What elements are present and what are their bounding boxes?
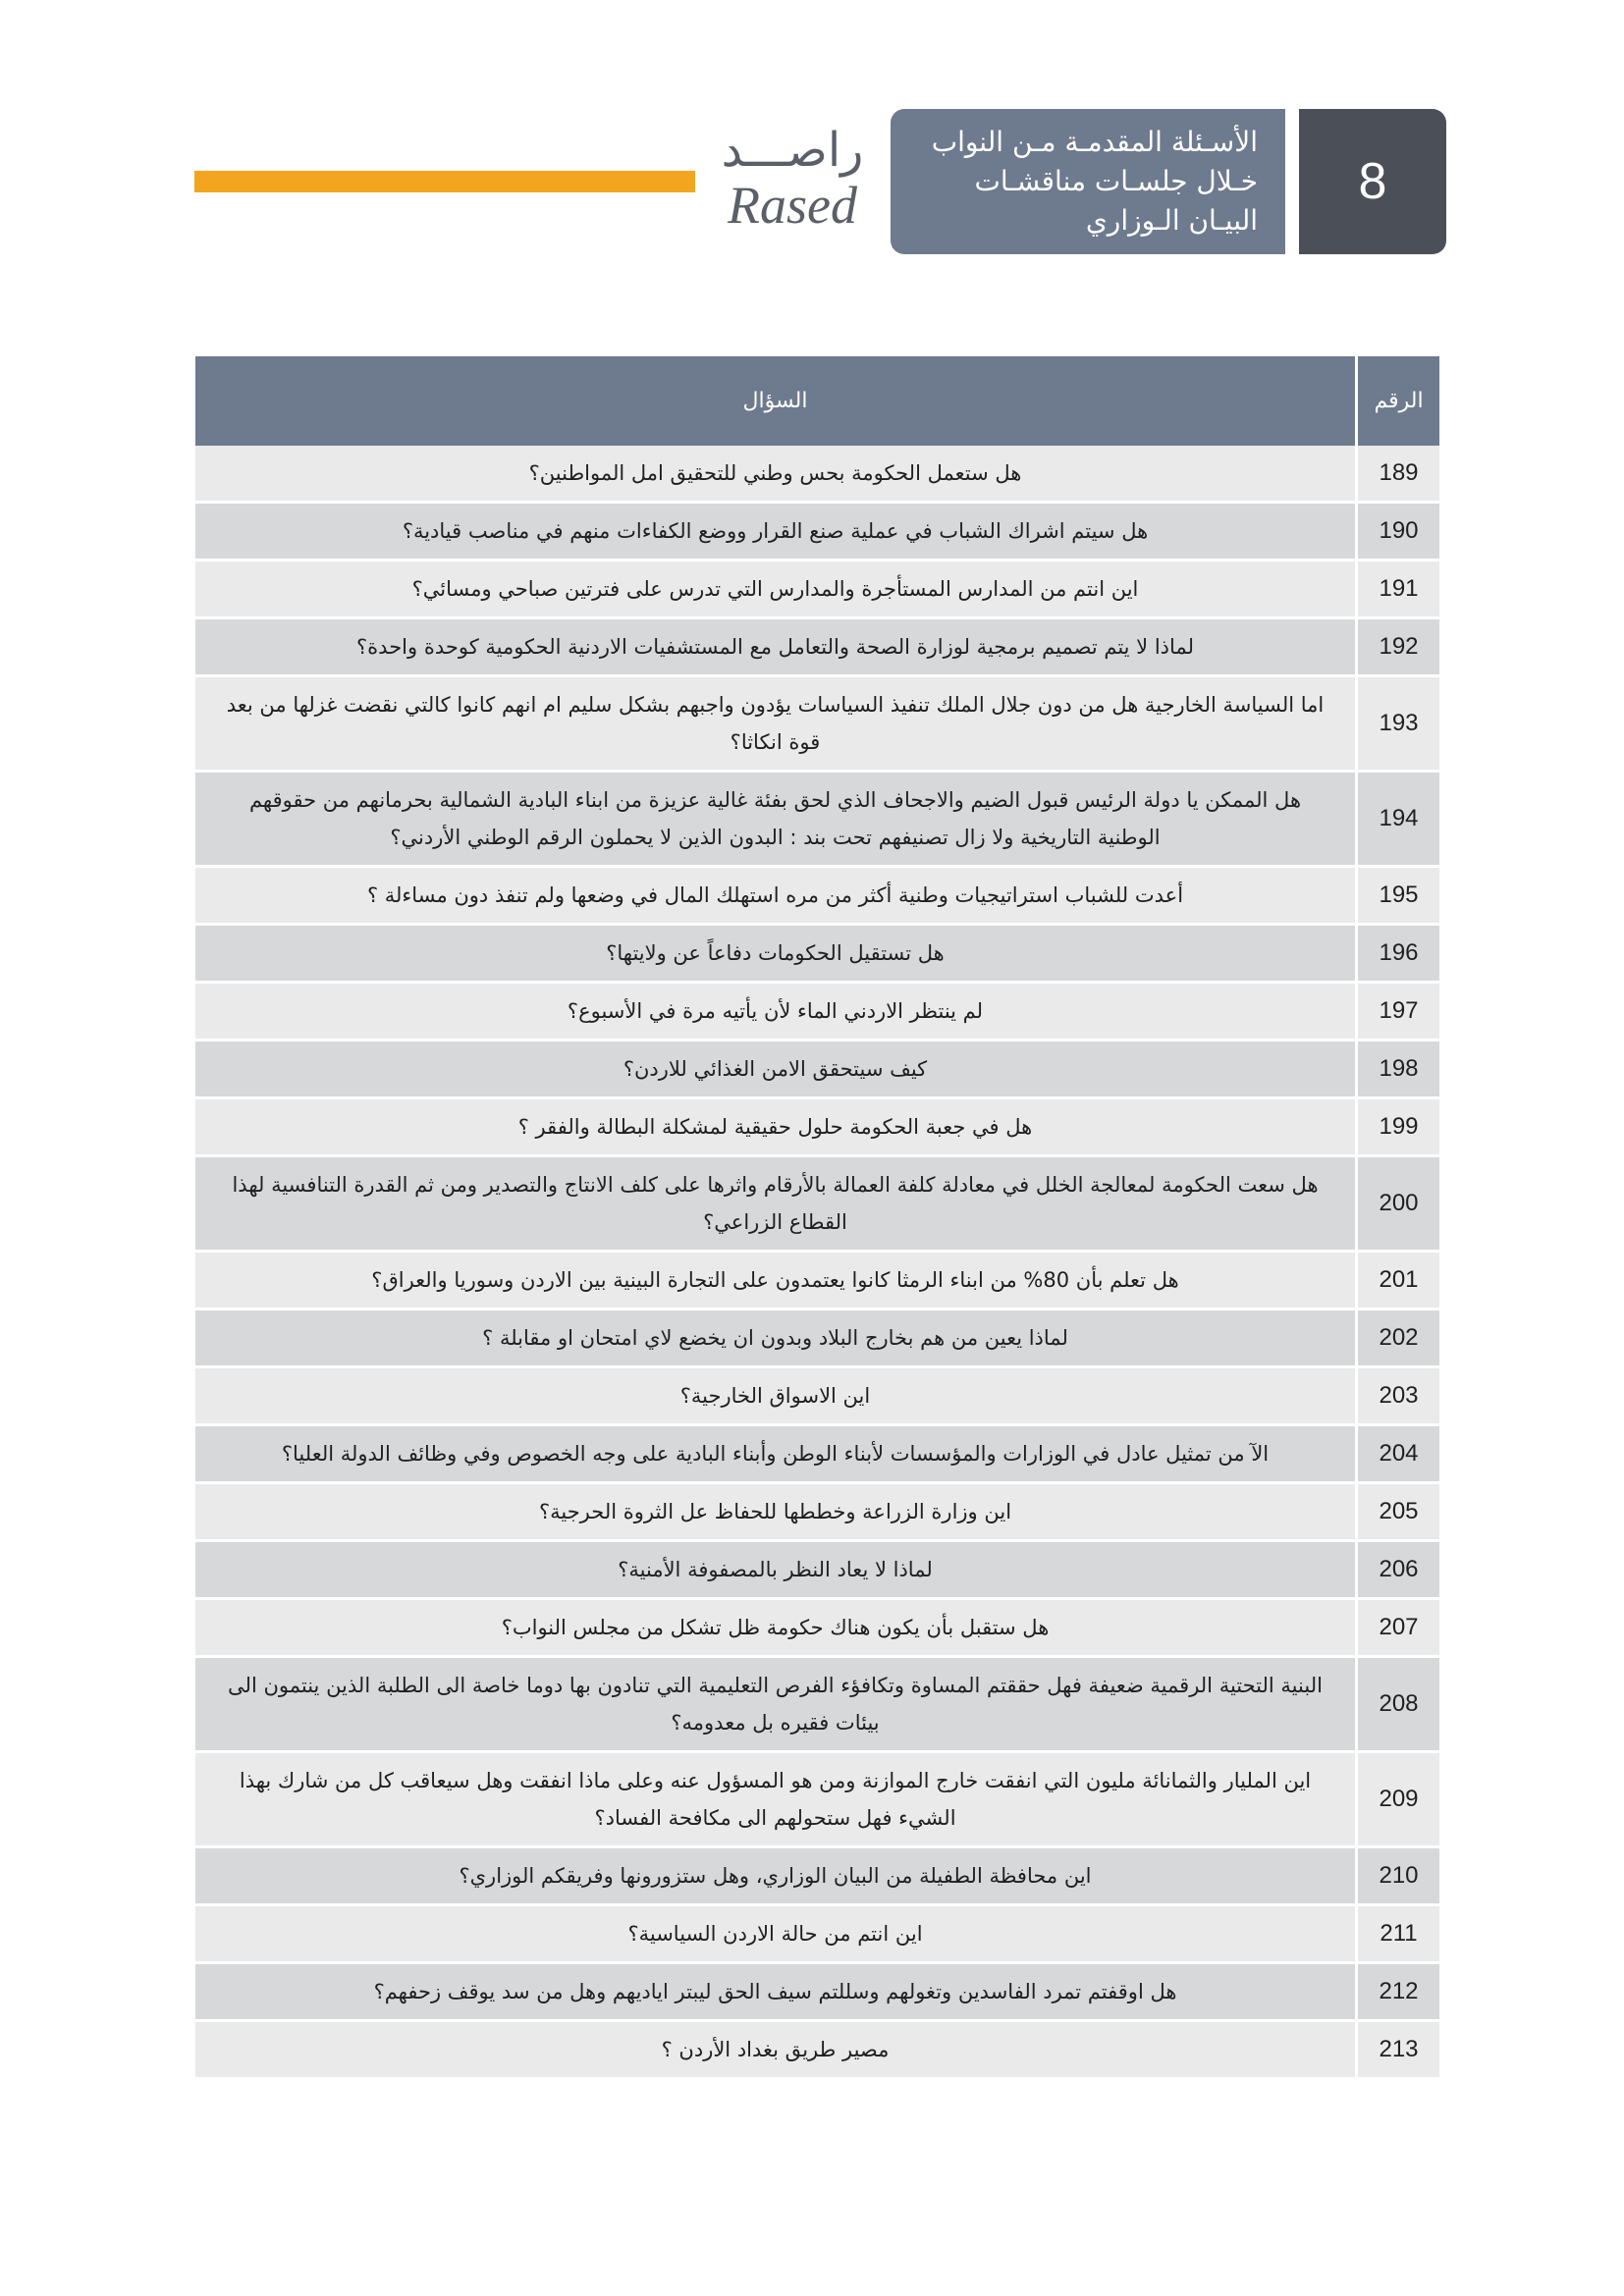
table-row bbox=[195, 1848, 1439, 1906]
table-row bbox=[195, 1099, 1439, 1157]
row-question: اين وزارة الزراعة وخططها للحفاظ عل الثروة الحرجية؟ bbox=[195, 1484, 1355, 1542]
header-question: السؤال bbox=[195, 356, 1355, 446]
table-row bbox=[195, 1426, 1439, 1484]
table-row bbox=[195, 773, 1439, 868]
row-number: 207 bbox=[1355, 1600, 1439, 1658]
row-question: مصير طريق بغداد الأردن ؟ bbox=[195, 2022, 1355, 2080]
row-number: 189 bbox=[1355, 446, 1439, 504]
row-question: هل اوقفتم تمرد الفاسدين وتغولهم وسللتم سيف الحق ليبتر اياديهم وهل من سد يوقف زحفهم؟ bbox=[195, 1964, 1355, 2022]
row-number: 204 bbox=[1355, 1426, 1439, 1484]
row-number: 208 bbox=[1355, 1658, 1439, 1753]
row-number: 211 bbox=[1355, 1906, 1439, 1964]
table-row bbox=[195, 926, 1439, 984]
row-question: الآ من تمثيل عادل في الوزارات والمؤسسات لأبناء الوطن وأبناء البادية على وجه الخصوص وفي وظائف الدولة العليا؟ bbox=[195, 1426, 1355, 1484]
report-title-line-3: البيـان الـوزاري bbox=[1085, 204, 1258, 237]
page-number-badge bbox=[1299, 109, 1446, 254]
table-row bbox=[195, 1253, 1439, 1310]
row-number: 202 bbox=[1355, 1310, 1439, 1368]
row-number: 209 bbox=[1355, 1753, 1439, 1848]
row-number: 213 bbox=[1355, 2022, 1439, 2080]
row-question: اين المليار والثمانائة مليون التي انفقت خارج الموازنة ومن هو المسؤول عنه وعلى ماذا انفقت وهل سيعاقب كل من شارك بهذا الشيء فهل ستحولهم الى مكافحة الفساد؟ bbox=[195, 1753, 1355, 1848]
row-question: لم ينتظر الاردني الماء لأن يأتيه مرة في الأسبوع؟ bbox=[195, 984, 1355, 1041]
questions-table bbox=[195, 356, 1439, 2080]
table-row bbox=[195, 1600, 1439, 1658]
row-number: 201 bbox=[1355, 1253, 1439, 1310]
table-row bbox=[195, 2022, 1439, 2080]
page-number: 8 bbox=[1358, 153, 1387, 210]
row-number: 193 bbox=[1355, 677, 1439, 773]
row-question: هل تعلم بأن 80% من ابناء الرمثا كانوا يعتمدون على التجارة البينية بين الاردن وسوريا والعراق؟ bbox=[195, 1253, 1355, 1310]
row-number: 196 bbox=[1355, 926, 1439, 984]
row-number: 212 bbox=[1355, 1964, 1439, 2022]
row-number: 203 bbox=[1355, 1368, 1439, 1426]
table-row bbox=[195, 561, 1439, 619]
row-question: اين محافظة الطفيلة من البيان الوزاري، وهل ستزورونها وفريقكم الوزاري؟ bbox=[195, 1848, 1355, 1906]
row-question: لماذا لا يتم تصميم برمجية لوزارة الصحة والتعامل مع المستشفيات الاردنية الحكومية كوحدة واحدة؟ bbox=[195, 619, 1355, 677]
table-row bbox=[195, 1368, 1439, 1426]
table-header-row bbox=[195, 356, 1439, 446]
table-row bbox=[195, 1658, 1439, 1753]
row-number: 198 bbox=[1355, 1041, 1439, 1099]
table-row bbox=[195, 446, 1439, 504]
row-number: 197 bbox=[1355, 984, 1439, 1041]
table-row bbox=[195, 1964, 1439, 2022]
row-number: 192 bbox=[1355, 619, 1439, 677]
row-number: 191 bbox=[1355, 561, 1439, 619]
table-row bbox=[195, 868, 1439, 926]
row-question: هل سيتم اشراك الشباب في عملية صنع القرار ووضع الكفاءات منهم في مناصب قيادية؟ bbox=[195, 504, 1355, 561]
report-title-line-1: الأسـئلة المقدمـة مـن النواب bbox=[931, 126, 1258, 158]
row-question: هل الممكن يا دولة الرئيس قبول الضيم والاجحاف الذي لحق بفئة غالية عزيزة من ابناء البادية الشمالية بحرمانهم من حقوقهم الوطنية التاريخية ولا زال تصنيفهم تحت بند : البدون الذين لا يحملون الرقم الوطني الأردني؟ bbox=[195, 773, 1355, 868]
row-question: هل تستقيل الحكومات دفاعاً عن ولايتها؟ bbox=[195, 926, 1355, 984]
row-question: هل ستعمل الحكومة بحس وطني للتحقيق امل المواطنين؟ bbox=[195, 446, 1355, 504]
table-row bbox=[195, 984, 1439, 1041]
row-question: أعدت للشباب استراتيجيات وطنية أكثر من مره استهلك المال في وضعها ولم تنفذ دون مساءلة ؟ bbox=[195, 868, 1355, 926]
row-number: 190 bbox=[1355, 504, 1439, 561]
header-number: الرقم bbox=[1355, 356, 1439, 446]
row-question: اما السياسة الخارجية هل من دون جلال الملك تنفيذ السياسات يؤدون واجبهم بشكل سليم ام انهم كانوا كالتي نقضت غزلها من بعد قوة انكاثا؟ bbox=[195, 677, 1355, 773]
row-question: لماذا يعين من هم بخارج البلاد وبدون ان يخضع لاي امتحان او مقابلة ؟ bbox=[195, 1310, 1355, 1368]
table-row bbox=[195, 677, 1439, 773]
table-row bbox=[195, 1310, 1439, 1368]
table-row bbox=[195, 1157, 1439, 1253]
row-number: 195 bbox=[1355, 868, 1439, 926]
table-body bbox=[195, 446, 1439, 2080]
table-row bbox=[195, 1753, 1439, 1848]
row-number: 199 bbox=[1355, 1099, 1439, 1157]
row-question: هل في جعبة الحكومة حلول حقيقية لمشكلة البطالة والفقر ؟ bbox=[195, 1099, 1355, 1157]
row-number: 205 bbox=[1355, 1484, 1439, 1542]
rased-logo bbox=[709, 124, 876, 240]
report-title-line-2: خـلال جلسـات مناقشـات bbox=[974, 165, 1258, 197]
logo-arabic-text: راصـــد bbox=[721, 123, 864, 178]
row-question: اين الاسواق الخارجية؟ bbox=[195, 1368, 1355, 1426]
row-question: هل ستقبل بأن يكون هناك حكومة ظل تشكل من مجلس النواب؟ bbox=[195, 1600, 1355, 1658]
table-row bbox=[195, 504, 1439, 561]
row-question: كيف سيتحقق الامن الغذائي للاردن؟ bbox=[195, 1041, 1355, 1099]
row-number: 194 bbox=[1355, 773, 1439, 868]
report-title-box bbox=[891, 109, 1285, 254]
table-row bbox=[195, 619, 1439, 677]
row-question: اين انتم من المدارس المستأجرة والمدارس التي تدرس على فترتين صباحي ومسائي؟ bbox=[195, 561, 1355, 619]
row-question: اين انتم من حالة الاردن السياسية؟ bbox=[195, 1906, 1355, 1964]
logo-latin-text: Rased bbox=[728, 176, 857, 235]
row-number: 206 bbox=[1355, 1542, 1439, 1600]
table-row bbox=[195, 1542, 1439, 1600]
accent-bar bbox=[194, 171, 695, 192]
table-row bbox=[195, 1906, 1439, 1964]
row-question: البنية التحتية الرقمية ضعيفة فهل حققتم المساوة وتكافؤء الفرص التعليمية التي تنادون بها دوما خاصة الى الطلبة الذين ينتمون الى بيئات فقيره بل معدومه؟ bbox=[195, 1658, 1355, 1753]
table-row bbox=[195, 1484, 1439, 1542]
row-number: 210 bbox=[1355, 1848, 1439, 1906]
row-number: 200 bbox=[1355, 1157, 1439, 1253]
table-row bbox=[195, 1041, 1439, 1099]
row-question: لماذا لا يعاد النظر بالمصفوفة الأمنية؟ bbox=[195, 1542, 1355, 1600]
row-question: هل سعت الحكومة لمعالجة الخلل في معادلة كلفة العمالة بالأرقام واثرها على كلف الانتاج والتصدير ومن ثم القدرة التنافسية لهذا القطاع الزراعي؟ bbox=[195, 1157, 1355, 1253]
